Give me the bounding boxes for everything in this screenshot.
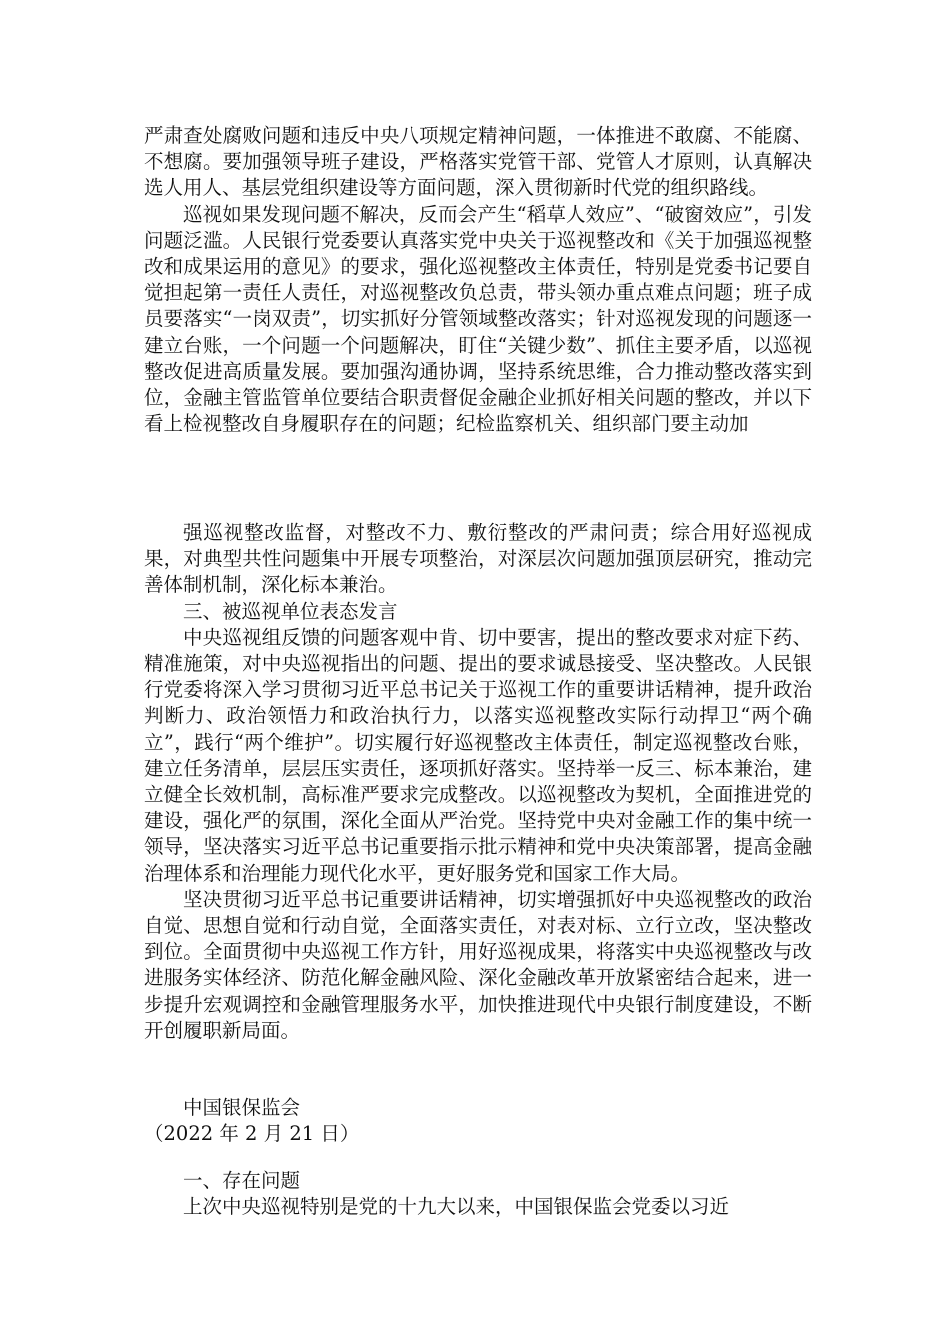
paragraph: 坚决贯彻习近平总书记重要讲话精神，切实增强抓好中央巡视整改的政治自觉、思想自觉和行动自觉，全面落实责任，对表对标、立行立改，坚决整改到位。全面贯彻中央巡视工作方针，用好巡视成果，将落实中央巡视整改与改进服务实体经济、防范化解金融风险、深化金融改革开放紧密结合起来，进一步提升宏观调控和金融管理服务水平，加快推进现代中央银行制度建设，不断开创履职新局面。 (144, 887, 812, 1042)
signature-block (144, 1095, 812, 1147)
paragraph: 巡视如果发现问题不解决，反而会产生“稻草人效应”、“破窗效应”，引发问题泛滥。人民银行党委要认真落实党中央关于巡视整改和《关于加强巡视整改和成果运用的意见》的要求，强化巡视整改主体责任，特别是党委书记要自觉担起第一责任人责任，对巡视整改负总责，带头领办重点难点问题；班子成员要落实“一岗双责”，切实抓好分管领域整改落实；针对巡视发现的问题逐一建立台账，一个问题一个问题解决，盯住“关键少数”、抓住主要矛盾，以巡视整改促进高质量发展。要加强沟通协调，坚持系统思维，合力推动整改落实到位，金融主管监管单位要结合职责督促金融企业抓好相关问题的整改，并以下看上检视整改自身履职存在的问题；纪检监察机关、组织部门要主动加 (144, 202, 812, 436)
text-section-3 (144, 1168, 812, 1220)
organization-name: 中国银保监会 (183, 1096, 301, 1119)
section-heading: 一、存在问题 (183, 1169, 301, 1192)
paragraph: 强巡视整改监督，对整改不力、敷衍整改的严肃问责；综合用好巡视成果，对典型共性问题集中开展专项整治，对深层次问题加强顶层研究，推动完善体制机制，深化标本兼治。 (144, 521, 812, 597)
paragraph: 上次中央巡视特别是党的十九大以来，中国银保监会党委以习近 (183, 1195, 730, 1219)
paragraph: 严肃查处腐败问题和违反中央八项规定精神问题，一体推进不敢腐、不能腐、不想腐。要加强领导班子建设，严格落实党管干部、党管人才原则，认真解决选人用人、基层党组织建设等方面问题，深入贯彻新时代党的组织路线。 (144, 124, 812, 200)
paragraph: 中央巡视组反馈的问题客观中肯、切中要害，提出的整改要求对症下药、精准施策，对中央巡视指出的问题、提出的要求诚恳接受、坚决整改。人民银行党委将深入学习贯彻习近平总书记关于巡视工作的重要讲话精神，提升政治判断力、政治领悟力和政治执行力，以落实巡视整改实际行动捍卫“两个确立”，践行“两个维护”。切实履行好巡视整改主体责任，制定巡视整改台账，建立任务清单，层层压实责任，逐项抓好落实。坚持举一反三、标本兼治，建立健全长效机制，高标准严要求完成整改。以巡视整改为契机，全面推进党的建设，强化严的氛围，深化全面从严治党。坚持党中央对金融工作的集中统一领导，坚决落实习近平总书记重要指示批示精神和党中央决策部署，提高金融治理体系和治理能力现代化水平，更好服务党和国家工作大局。 (144, 625, 812, 885)
section-heading: 三、被巡视单位表态发言 (183, 599, 398, 623)
text-section-1 (144, 123, 812, 437)
document-date: （2022 年 2 月 21 日） (144, 1122, 360, 1146)
text-section-2 (144, 520, 812, 1044)
